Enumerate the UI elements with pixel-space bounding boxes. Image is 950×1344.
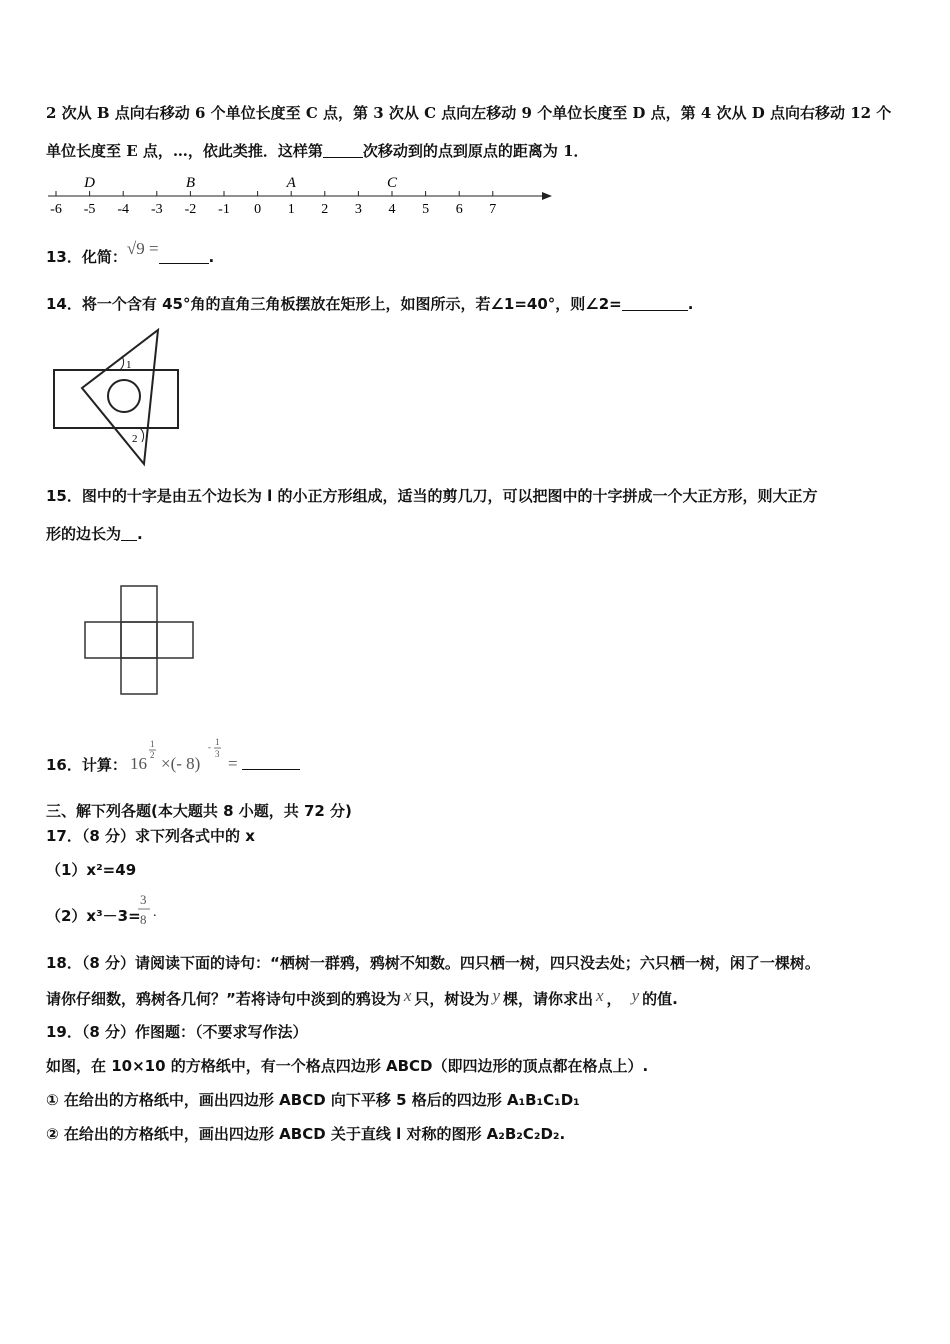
q19-line1: 如图，在 10×10 的方格纸中，有一个格点四边形 ABCD（即四边形的顶点都在格点上）. (46, 1057, 649, 1075)
q15-answer-blank[interactable] (121, 525, 137, 541)
q19-item1: ① 在给出的方格纸中，画出四边形 ABCD 向下平移 5 格后的四边形 A₁B₁C₁D₁ (46, 1091, 580, 1109)
q14-figure (46, 326, 186, 471)
q17-part1: （1）x²=49 (46, 861, 137, 879)
square-right (157, 622, 193, 658)
q16-base: 16 (130, 754, 147, 773)
tick-label: -2 (184, 202, 197, 217)
q18-line2-e: 的值. (642, 990, 678, 1008)
q16-exp1-num: 1 (150, 739, 155, 749)
q14-text-b: . (687, 295, 694, 313)
tick-label: 5 (422, 202, 430, 217)
tick-label: 3 (354, 202, 362, 217)
q18-var-y-2: y (631, 986, 640, 1005)
q17-part2-end: . (153, 905, 157, 920)
q13-end: . (208, 248, 215, 266)
q17-part2 (46, 905, 141, 926)
q14-answer-blank[interactable] (622, 295, 688, 311)
cross-figure (84, 580, 196, 698)
number-line-arrow (542, 192, 552, 200)
q18-line2-d: ， (606, 990, 622, 1008)
q19-item2: ② 在给出的方格纸中，画出四边形 ABCD 关于直线 l 对称的图形 A₂B₂C₂D₂. (46, 1125, 566, 1143)
tick-label: 1 (287, 202, 295, 217)
point-label-a: A (286, 175, 296, 191)
q16-exp2-sign: - (208, 742, 211, 752)
q12-line2-a: 单位长度至 E 点，…，依此类推．这样第 (46, 142, 323, 160)
q12-answer-blank[interactable] (323, 142, 363, 158)
section-3-title: 三、解下列各题(本大题共 8 小题，共 72 分) (46, 802, 352, 820)
tick-label: -4 (117, 202, 130, 217)
square-top (121, 586, 157, 622)
tick-label: -3 (150, 202, 163, 217)
q18-line2-b: 只，树设为 (414, 990, 490, 1008)
q12-line1: 2 次从 B 点向右移动 6 个单位长度至 C 点，第 3 次从 C 点向左移动 9 个单位长度至 D 点，第 4 次从 D 点向右移动 12 个 (46, 104, 892, 122)
q16-exp2-num: 1 (215, 737, 220, 747)
square-center (121, 622, 157, 658)
q17-part2-a: （2）x³－3= (46, 907, 141, 925)
q17-frac-den: 8 (140, 912, 147, 927)
triangle-hole (108, 380, 140, 412)
point-label-d: D (84, 175, 96, 191)
q19-title: 19．（8 分）作图题：（不要求写作法） (46, 1023, 308, 1041)
angle2-arc (140, 428, 144, 442)
angle2-label: 2 (132, 433, 138, 445)
q12-line2-b: 次移动到的点到原点的距离为 1． (362, 142, 589, 160)
q16-answer-blank[interactable] (242, 754, 300, 770)
q13-expr: √9 = (126, 239, 159, 258)
q18-var-x-2: x (596, 986, 604, 1005)
q18-line1: 18．（8 分）请阅读下面的诗句：“栖树一群鸦，鸦树不知数。四只栖一树，四只没去处；六只栖一树，闲了一棵树。 (46, 954, 820, 972)
q12-line2 (46, 140, 589, 161)
q16-exp1-den: 2 (150, 750, 155, 760)
point-label-b: B (185, 175, 195, 191)
q13-answer-blank[interactable] (159, 248, 209, 264)
q18-var-x: x (403, 986, 412, 1005)
q15-line2 (46, 523, 143, 544)
tick-label: 0 (254, 202, 262, 217)
q16-expression (128, 736, 248, 776)
point-label-c: C (386, 175, 398, 191)
q18-line2-a: 请你仔细数，鸦树各几何？”若将诗句中淡到的鸦设为 (46, 990, 401, 1008)
angle1-label: 1 (126, 359, 132, 371)
q16-exp2-den: 3 (215, 749, 220, 759)
square-bottom (121, 658, 157, 694)
q18-line2 (46, 988, 678, 1009)
q16-answer (242, 754, 300, 772)
q16-times: ×(- 8) (161, 754, 201, 773)
tick-label: 6 (455, 202, 463, 217)
triangle-ruler (82, 330, 158, 464)
q16-prefix: 16．计算： (46, 756, 127, 774)
q13-prefix: 13．化简： (46, 248, 127, 266)
tick-label: -5 (83, 202, 96, 217)
q17-fraction (136, 890, 160, 932)
q16-eq: = (228, 754, 238, 773)
tick-label: 4 (388, 202, 396, 217)
q17-title: 17．（8 分）求下列各式中的 x (46, 827, 255, 845)
tick-label: 7 (489, 202, 497, 217)
q18-line2-c: 棵，请你求出 (502, 990, 593, 1008)
q14 (46, 293, 693, 314)
q17-frac-num: 3 (140, 892, 147, 907)
q15-line2-b: . (137, 525, 143, 543)
q15-line2-a: 形的边长为 (46, 525, 122, 543)
rectangle (54, 370, 178, 428)
tick-label: -1 (218, 202, 230, 217)
number-line (40, 170, 560, 220)
tick-label: 2 (321, 202, 329, 217)
q18-var-y: y (492, 986, 500, 1005)
tick-label: -6 (50, 202, 62, 217)
q14-text-a: 14．将一个含有 45°角的直角三角板摆放在矩形上，如图所示，若∠1=40°，则∠2= (46, 295, 622, 313)
square-left (85, 622, 121, 658)
q15-line1: 15．图中的十字是由五个边长为 l 的小正方形组成，适当的剪几刀，可以把图中的十字拼成一个大正方形，则大正方 (46, 487, 818, 505)
q13 (46, 239, 215, 267)
